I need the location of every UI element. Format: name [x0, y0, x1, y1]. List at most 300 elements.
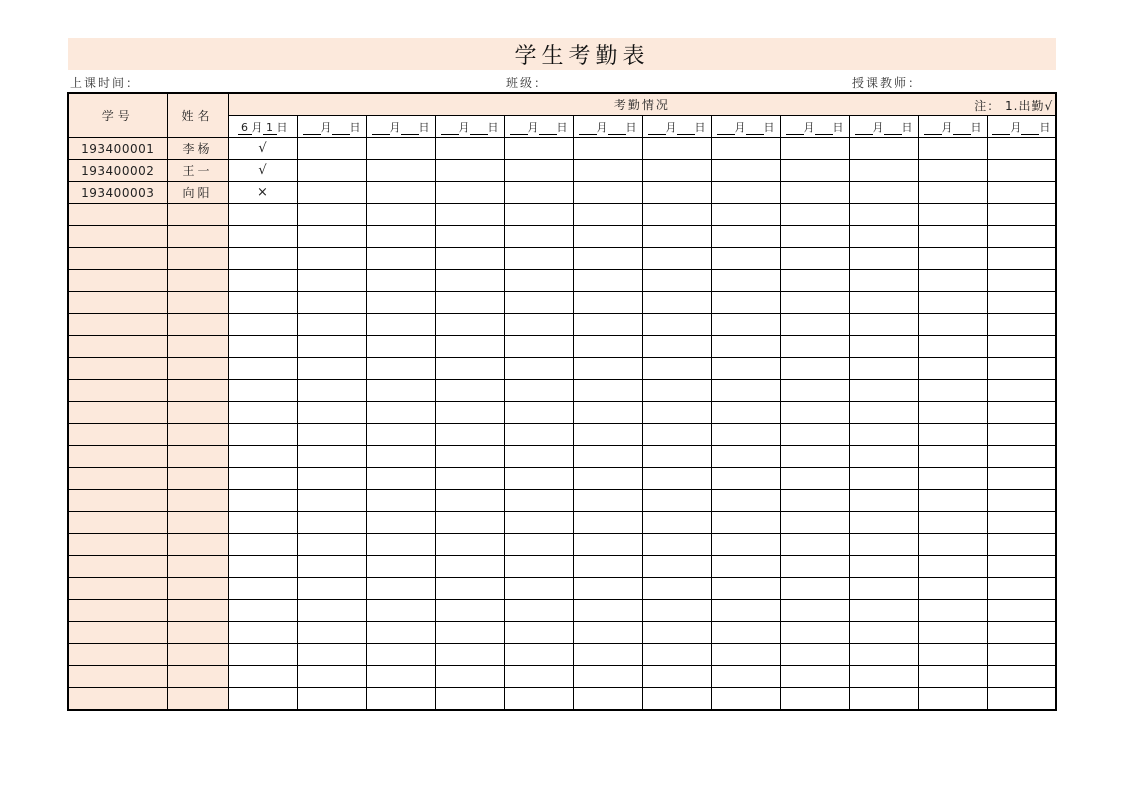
student-name-cell[interactable] — [167, 600, 228, 622]
student-id-cell[interactable] — [68, 380, 167, 402]
attendance-cell[interactable] — [642, 446, 711, 468]
attendance-cell[interactable] — [849, 292, 918, 314]
student-id-cell[interactable] — [68, 204, 167, 226]
attendance-cell[interactable] — [642, 688, 711, 711]
attendance-cell[interactable] — [435, 314, 504, 336]
attendance-cell[interactable] — [780, 226, 849, 248]
attendance-cell[interactable] — [504, 292, 573, 314]
student-name-cell[interactable] — [167, 666, 228, 688]
attendance-cell[interactable] — [987, 292, 1056, 314]
student-id-cell[interactable] — [68, 468, 167, 490]
attendance-cell[interactable] — [780, 666, 849, 688]
attendance-cell[interactable] — [573, 578, 642, 600]
attendance-cell[interactable] — [642, 622, 711, 644]
attendance-cell[interactable] — [573, 446, 642, 468]
student-id-cell[interactable] — [68, 578, 167, 600]
attendance-cell[interactable] — [228, 358, 297, 380]
attendance-cell[interactable] — [504, 424, 573, 446]
attendance-cell[interactable] — [642, 358, 711, 380]
student-name-cell[interactable] — [167, 204, 228, 226]
attendance-cell[interactable] — [918, 578, 987, 600]
month-blank[interactable]: 6 — [238, 122, 252, 135]
month-blank[interactable] — [924, 122, 942, 135]
day-blank[interactable] — [470, 122, 488, 135]
attendance-cell[interactable] — [573, 138, 642, 160]
attendance-cell[interactable] — [366, 600, 435, 622]
attendance-cell[interactable] — [918, 644, 987, 666]
attendance-cell[interactable] — [711, 204, 780, 226]
day-blank[interactable]: 1 — [263, 122, 277, 135]
attendance-cell[interactable] — [366, 644, 435, 666]
attendance-cell[interactable] — [711, 556, 780, 578]
attendance-cell[interactable] — [987, 248, 1056, 270]
month-blank[interactable] — [855, 122, 873, 135]
attendance-cell[interactable] — [504, 270, 573, 292]
month-blank[interactable] — [510, 122, 528, 135]
attendance-cell[interactable] — [435, 204, 504, 226]
attendance-cell[interactable] — [504, 666, 573, 688]
attendance-cell[interactable] — [297, 182, 366, 204]
attendance-cell[interactable] — [573, 688, 642, 711]
attendance-cell[interactable] — [504, 314, 573, 336]
day-blank[interactable] — [539, 122, 557, 135]
attendance-cell[interactable] — [366, 336, 435, 358]
attendance-cell[interactable] — [573, 468, 642, 490]
attendance-cell[interactable] — [504, 512, 573, 534]
attendance-cell[interactable] — [573, 358, 642, 380]
attendance-cell[interactable] — [504, 556, 573, 578]
attendance-cell[interactable] — [297, 248, 366, 270]
day-blank[interactable] — [401, 122, 419, 135]
student-name-cell[interactable]: 王一 — [167, 160, 228, 182]
attendance-cell[interactable] — [780, 556, 849, 578]
attendance-cell[interactable] — [297, 666, 366, 688]
student-name-cell[interactable] — [167, 490, 228, 512]
attendance-cell[interactable] — [504, 226, 573, 248]
attendance-cell[interactable] — [849, 578, 918, 600]
attendance-cell[interactable] — [849, 468, 918, 490]
attendance-cell[interactable] — [780, 424, 849, 446]
date-header-cell[interactable] — [780, 116, 849, 138]
attendance-cell[interactable] — [366, 688, 435, 711]
attendance-cell[interactable] — [918, 622, 987, 644]
student-id-cell[interactable] — [68, 534, 167, 556]
attendance-cell[interactable] — [504, 248, 573, 270]
attendance-cell[interactable] — [573, 160, 642, 182]
attendance-cell[interactable] — [711, 424, 780, 446]
attendance-cell[interactable] — [780, 446, 849, 468]
student-id-cell[interactable] — [68, 688, 167, 711]
attendance-cell[interactable] — [780, 622, 849, 644]
attendance-cell[interactable] — [642, 248, 711, 270]
attendance-cell[interactable] — [849, 490, 918, 512]
attendance-cell[interactable] — [711, 138, 780, 160]
attendance-cell[interactable] — [918, 248, 987, 270]
attendance-cell[interactable] — [366, 446, 435, 468]
attendance-cell[interactable] — [297, 402, 366, 424]
student-id-cell[interactable] — [68, 226, 167, 248]
attendance-cell[interactable] — [849, 622, 918, 644]
attendance-cell[interactable] — [504, 446, 573, 468]
attendance-cell[interactable] — [435, 226, 504, 248]
attendance-cell[interactable] — [228, 644, 297, 666]
attendance-cell[interactable] — [573, 226, 642, 248]
month-blank[interactable] — [579, 122, 597, 135]
attendance-cell[interactable] — [228, 204, 297, 226]
attendance-cell[interactable] — [228, 446, 297, 468]
attendance-cell[interactable] — [642, 160, 711, 182]
attendance-cell[interactable] — [849, 358, 918, 380]
day-blank[interactable] — [746, 122, 764, 135]
attendance-cell[interactable] — [228, 380, 297, 402]
attendance-cell[interactable] — [849, 600, 918, 622]
attendance-cell[interactable] — [987, 182, 1056, 204]
attendance-cell[interactable] — [573, 644, 642, 666]
attendance-cell[interactable] — [642, 468, 711, 490]
attendance-cell[interactable] — [573, 182, 642, 204]
attendance-cell[interactable] — [642, 556, 711, 578]
attendance-cell[interactable] — [297, 512, 366, 534]
attendance-cell[interactable] — [711, 512, 780, 534]
attendance-cell[interactable] — [297, 688, 366, 711]
student-id-cell[interactable]: 193400002 — [68, 160, 167, 182]
attendance-cell[interactable] — [711, 578, 780, 600]
attendance-cell[interactable] — [711, 600, 780, 622]
attendance-cell[interactable] — [435, 248, 504, 270]
student-name-cell[interactable] — [167, 226, 228, 248]
attendance-cell[interactable] — [780, 292, 849, 314]
attendance-cell[interactable] — [918, 358, 987, 380]
attendance-cell[interactable] — [711, 402, 780, 424]
attendance-cell[interactable] — [987, 424, 1056, 446]
attendance-cell[interactable] — [435, 688, 504, 711]
attendance-cell[interactable] — [504, 182, 573, 204]
attendance-cell[interactable] — [711, 160, 780, 182]
attendance-cell[interactable] — [573, 380, 642, 402]
attendance-cell[interactable] — [573, 666, 642, 688]
attendance-cell[interactable] — [918, 688, 987, 711]
attendance-cell[interactable] — [780, 270, 849, 292]
attendance-cell[interactable] — [987, 688, 1056, 711]
attendance-cell[interactable] — [573, 622, 642, 644]
attendance-cell[interactable] — [711, 446, 780, 468]
attendance-cell[interactable] — [297, 446, 366, 468]
attendance-cell[interactable] — [780, 380, 849, 402]
attendance-cell[interactable] — [987, 512, 1056, 534]
attendance-cell[interactable] — [711, 182, 780, 204]
attendance-cell[interactable] — [573, 248, 642, 270]
attendance-cell[interactable] — [435, 556, 504, 578]
attendance-cell[interactable] — [366, 380, 435, 402]
attendance-cell[interactable] — [435, 644, 504, 666]
attendance-cell[interactable] — [849, 160, 918, 182]
attendance-cell[interactable] — [642, 402, 711, 424]
day-blank[interactable] — [815, 122, 833, 135]
attendance-cell[interactable] — [780, 534, 849, 556]
student-id-cell[interactable] — [68, 666, 167, 688]
student-id-cell[interactable] — [68, 600, 167, 622]
attendance-cell[interactable] — [849, 534, 918, 556]
attendance-cell[interactable] — [711, 644, 780, 666]
attendance-cell[interactable] — [504, 534, 573, 556]
attendance-cell[interactable] — [366, 512, 435, 534]
attendance-cell[interactable] — [642, 666, 711, 688]
attendance-cell[interactable] — [228, 490, 297, 512]
attendance-cell[interactable] — [228, 556, 297, 578]
attendance-cell[interactable] — [366, 160, 435, 182]
attendance-cell[interactable] — [573, 204, 642, 226]
attendance-cell[interactable] — [435, 578, 504, 600]
attendance-cell[interactable] — [366, 226, 435, 248]
attendance-cell[interactable] — [435, 270, 504, 292]
attendance-cell[interactable] — [573, 336, 642, 358]
attendance-cell[interactable] — [849, 644, 918, 666]
attendance-cell[interactable] — [228, 534, 297, 556]
attendance-cell[interactable] — [366, 248, 435, 270]
student-id-cell[interactable] — [68, 446, 167, 468]
attendance-cell[interactable] — [228, 424, 297, 446]
attendance-cell[interactable] — [228, 270, 297, 292]
student-name-cell[interactable] — [167, 248, 228, 270]
attendance-cell[interactable] — [849, 424, 918, 446]
attendance-cell[interactable] — [987, 270, 1056, 292]
attendance-cell[interactable] — [780, 468, 849, 490]
attendance-cell[interactable]: √ — [228, 160, 297, 182]
attendance-cell[interactable] — [780, 138, 849, 160]
attendance-cell[interactable] — [987, 490, 1056, 512]
student-id-cell[interactable] — [68, 644, 167, 666]
attendance-cell[interactable] — [711, 490, 780, 512]
attendance-cell[interactable] — [849, 182, 918, 204]
attendance-cell[interactable] — [987, 556, 1056, 578]
attendance-cell[interactable] — [366, 578, 435, 600]
attendance-cell[interactable] — [642, 270, 711, 292]
attendance-cell[interactable] — [918, 270, 987, 292]
attendance-cell[interactable] — [366, 138, 435, 160]
student-name-cell[interactable] — [167, 688, 228, 711]
student-name-cell[interactable]: 向阳 — [167, 182, 228, 204]
attendance-cell[interactable] — [918, 600, 987, 622]
attendance-cell[interactable] — [435, 380, 504, 402]
attendance-cell[interactable] — [642, 182, 711, 204]
attendance-cell[interactable] — [642, 380, 711, 402]
attendance-cell[interactable] — [987, 622, 1056, 644]
student-name-cell[interactable] — [167, 292, 228, 314]
student-id-cell[interactable] — [68, 512, 167, 534]
attendance-cell[interactable] — [849, 446, 918, 468]
month-blank[interactable] — [992, 122, 1010, 135]
attendance-cell[interactable] — [297, 336, 366, 358]
attendance-cell[interactable] — [918, 424, 987, 446]
attendance-cell[interactable] — [849, 336, 918, 358]
attendance-cell[interactable] — [504, 688, 573, 711]
attendance-cell[interactable] — [711, 336, 780, 358]
attendance-cell[interactable] — [987, 380, 1056, 402]
student-name-cell[interactable] — [167, 446, 228, 468]
attendance-cell[interactable] — [918, 314, 987, 336]
attendance-cell[interactable] — [642, 600, 711, 622]
attendance-cell[interactable] — [987, 314, 1056, 336]
attendance-cell[interactable] — [642, 314, 711, 336]
attendance-cell[interactable] — [297, 424, 366, 446]
attendance-cell[interactable] — [849, 270, 918, 292]
attendance-cell[interactable] — [780, 688, 849, 711]
attendance-cell[interactable] — [504, 358, 573, 380]
student-name-cell[interactable] — [167, 380, 228, 402]
date-header-cell[interactable] — [366, 116, 435, 138]
attendance-cell[interactable] — [228, 512, 297, 534]
student-id-cell[interactable] — [68, 336, 167, 358]
attendance-cell[interactable] — [849, 248, 918, 270]
attendance-cell[interactable] — [297, 270, 366, 292]
attendance-cell[interactable] — [435, 600, 504, 622]
attendance-cell[interactable]: × — [228, 182, 297, 204]
attendance-cell[interactable] — [435, 182, 504, 204]
attendance-cell[interactable] — [987, 204, 1056, 226]
attendance-cell[interactable] — [642, 644, 711, 666]
attendance-cell[interactable] — [297, 292, 366, 314]
student-id-cell[interactable] — [68, 490, 167, 512]
attendance-cell[interactable] — [297, 226, 366, 248]
attendance-cell[interactable] — [849, 512, 918, 534]
attendance-cell[interactable] — [780, 182, 849, 204]
attendance-cell[interactable] — [780, 644, 849, 666]
attendance-cell[interactable] — [849, 138, 918, 160]
month-blank[interactable] — [648, 122, 666, 135]
attendance-cell[interactable] — [297, 468, 366, 490]
date-header-cell[interactable] — [435, 116, 504, 138]
student-name-cell[interactable] — [167, 402, 228, 424]
attendance-cell[interactable] — [918, 182, 987, 204]
attendance-cell[interactable] — [987, 666, 1056, 688]
attendance-cell[interactable] — [297, 160, 366, 182]
attendance-cell[interactable] — [435, 402, 504, 424]
day-blank[interactable] — [677, 122, 695, 135]
attendance-cell[interactable] — [504, 490, 573, 512]
student-id-cell[interactable] — [68, 314, 167, 336]
attendance-cell[interactable] — [573, 292, 642, 314]
attendance-cell[interactable] — [228, 578, 297, 600]
attendance-cell[interactable] — [297, 556, 366, 578]
attendance-cell[interactable] — [711, 468, 780, 490]
attendance-cell[interactable] — [918, 138, 987, 160]
month-blank[interactable] — [303, 122, 321, 135]
attendance-cell[interactable] — [366, 270, 435, 292]
attendance-cell[interactable] — [642, 424, 711, 446]
attendance-cell[interactable] — [642, 204, 711, 226]
attendance-cell[interactable] — [987, 578, 1056, 600]
attendance-cell[interactable] — [504, 336, 573, 358]
attendance-cell[interactable] — [435, 424, 504, 446]
attendance-cell[interactable] — [780, 512, 849, 534]
student-name-cell[interactable]: 李杨 — [167, 138, 228, 160]
attendance-cell[interactable] — [987, 446, 1056, 468]
attendance-cell[interactable] — [228, 688, 297, 711]
attendance-cell[interactable] — [573, 490, 642, 512]
student-name-cell[interactable] — [167, 644, 228, 666]
attendance-cell[interactable] — [642, 534, 711, 556]
attendance-cell[interactable] — [504, 160, 573, 182]
attendance-cell[interactable] — [228, 226, 297, 248]
attendance-cell[interactable] — [711, 314, 780, 336]
month-blank[interactable] — [717, 122, 735, 135]
day-blank[interactable] — [332, 122, 350, 135]
student-id-cell[interactable] — [68, 556, 167, 578]
attendance-cell[interactable] — [504, 204, 573, 226]
attendance-cell[interactable] — [504, 380, 573, 402]
student-name-cell[interactable] — [167, 468, 228, 490]
attendance-cell[interactable] — [918, 336, 987, 358]
student-id-cell[interactable] — [68, 248, 167, 270]
attendance-cell[interactable] — [573, 270, 642, 292]
student-name-cell[interactable] — [167, 358, 228, 380]
attendance-cell[interactable] — [780, 600, 849, 622]
month-blank[interactable] — [786, 122, 804, 135]
student-name-cell[interactable] — [167, 556, 228, 578]
attendance-cell[interactable] — [918, 402, 987, 424]
attendance-cell[interactable] — [642, 490, 711, 512]
date-header-cell[interactable] — [987, 116, 1056, 138]
attendance-cell[interactable] — [228, 402, 297, 424]
attendance-cell[interactable] — [435, 468, 504, 490]
attendance-cell[interactable] — [780, 160, 849, 182]
attendance-cell[interactable] — [228, 336, 297, 358]
month-blank[interactable] — [372, 122, 390, 135]
attendance-cell[interactable] — [849, 556, 918, 578]
attendance-cell[interactable] — [228, 600, 297, 622]
student-id-cell[interactable] — [68, 622, 167, 644]
attendance-cell[interactable] — [918, 446, 987, 468]
attendance-cell[interactable] — [366, 358, 435, 380]
attendance-cell[interactable] — [435, 160, 504, 182]
attendance-cell[interactable] — [297, 578, 366, 600]
attendance-cell[interactable] — [297, 358, 366, 380]
day-blank[interactable] — [608, 122, 626, 135]
attendance-cell[interactable] — [504, 468, 573, 490]
attendance-cell[interactable] — [366, 666, 435, 688]
attendance-cell[interactable] — [780, 402, 849, 424]
attendance-cell[interactable] — [366, 490, 435, 512]
attendance-cell[interactable] — [918, 160, 987, 182]
attendance-cell[interactable] — [780, 314, 849, 336]
attendance-cell[interactable] — [573, 424, 642, 446]
date-header-cell[interactable] — [918, 116, 987, 138]
attendance-cell[interactable] — [504, 600, 573, 622]
student-name-cell[interactable] — [167, 578, 228, 600]
attendance-cell[interactable] — [504, 622, 573, 644]
student-id-cell[interactable] — [68, 424, 167, 446]
attendance-cell[interactable] — [366, 622, 435, 644]
attendance-cell[interactable] — [918, 226, 987, 248]
attendance-cell[interactable] — [918, 204, 987, 226]
date-header-cell[interactable] — [228, 116, 297, 138]
attendance-cell[interactable] — [711, 380, 780, 402]
attendance-cell[interactable] — [573, 402, 642, 424]
attendance-cell[interactable] — [366, 556, 435, 578]
attendance-cell[interactable] — [711, 622, 780, 644]
attendance-cell[interactable] — [780, 248, 849, 270]
attendance-cell[interactable] — [435, 534, 504, 556]
attendance-cell[interactable] — [435, 622, 504, 644]
attendance-cell[interactable] — [711, 666, 780, 688]
student-name-cell[interactable] — [167, 534, 228, 556]
attendance-cell[interactable] — [435, 138, 504, 160]
day-blank[interactable] — [884, 122, 902, 135]
attendance-cell[interactable] — [297, 622, 366, 644]
attendance-cell[interactable] — [366, 204, 435, 226]
attendance-cell[interactable] — [849, 314, 918, 336]
attendance-cell[interactable] — [987, 336, 1056, 358]
